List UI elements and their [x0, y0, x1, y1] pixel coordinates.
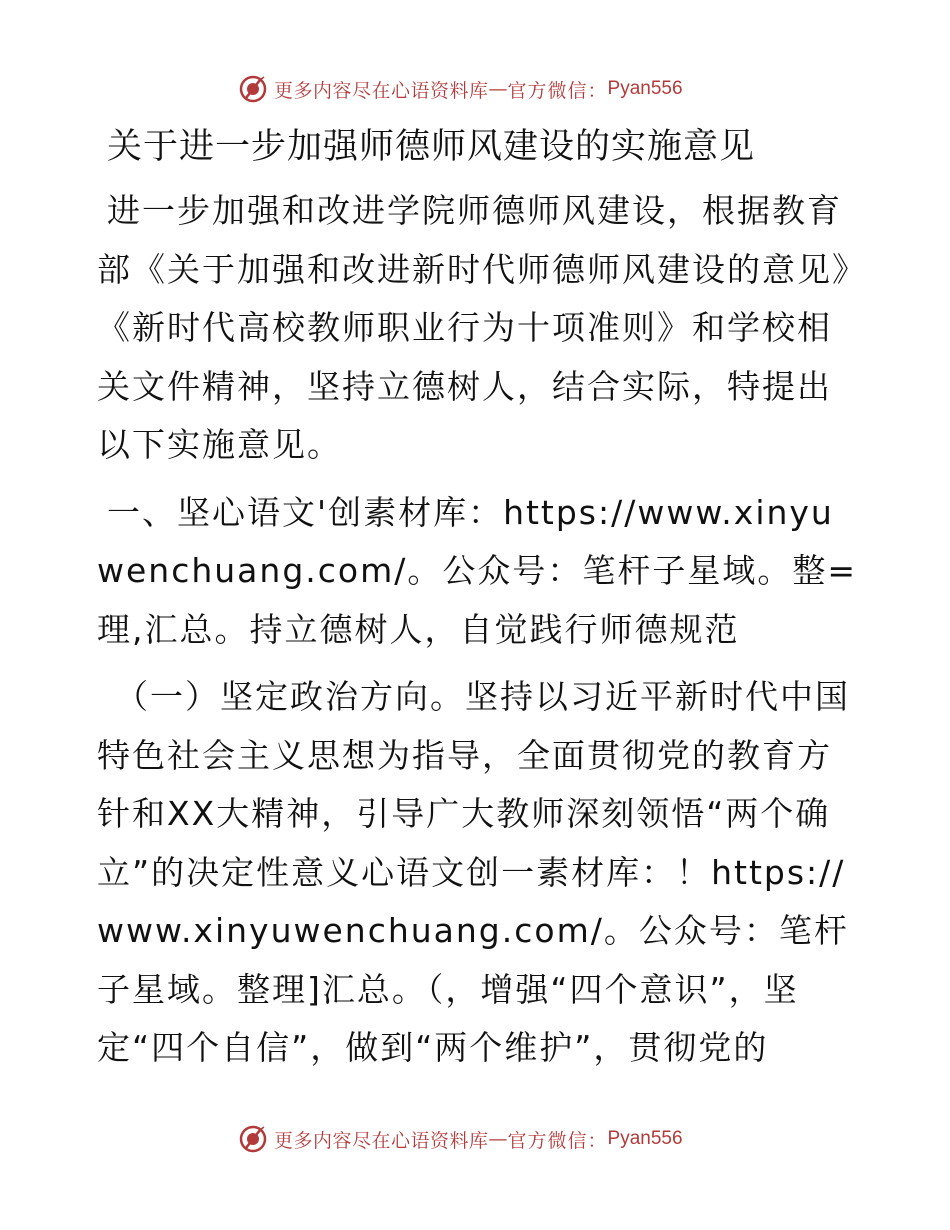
header-watermark-banner: [238, 74, 758, 104]
document-title: 关于进一步加强师德师风建设的实施意见: [107, 127, 756, 167]
quill-logo-icon: [238, 1124, 268, 1154]
banner-separator: —: [488, 1128, 508, 1150]
banner-wechat-id: Pyan556: [607, 1128, 683, 1149]
banner-text: 更多内容尽在心语资料库: [274, 79, 489, 102]
document-body: [97, 118, 857, 1078]
banner-text: 更多内容尽在心语资料库: [274, 1129, 489, 1152]
banner-wechat-label: 官方微信：: [507, 1129, 608, 1152]
banner-wechat-id: Pyan556: [607, 78, 683, 99]
quill-logo-icon: [238, 74, 268, 104]
footer-watermark-banner: [238, 1124, 758, 1154]
subsection-1-paragraph: （一）坚定政治方向。坚持以习近平新时代中国特色社会主义思想为指导，全面贯彻党的教育方针和XX大精神，引导广大教师深刻领悟“两个确立”的决定性意义心语文创一素材库：！https://www.xinyuwenchuang.com/。公众号：笔杆子星域。整理]汇总。（，增强“四个意识”，坚定“四个自信”，做到“两个维护”，贯彻党的: [97, 677, 850, 1067]
banner-separator: —: [488, 78, 508, 100]
section-1-paragraph: 一、坚心语文'创素材库：https://www.xinyuwenchuang.com/。公众号：笔杆子星域。整=理,汇总。持立德树人，自觉践行师德规范: [97, 492, 858, 649]
intro-paragraph: 进一步加强和改进学院师德师风建设，根据教育部《关于加强和改进新时代师德师风建设的意见》《新时代高校教师职业行为十项准则》和学校相关文件精神，坚持立德树人，结合实际，特提出以下实施意见。: [97, 191, 851, 464]
banner-wechat-label: 官方微信：: [507, 79, 608, 102]
